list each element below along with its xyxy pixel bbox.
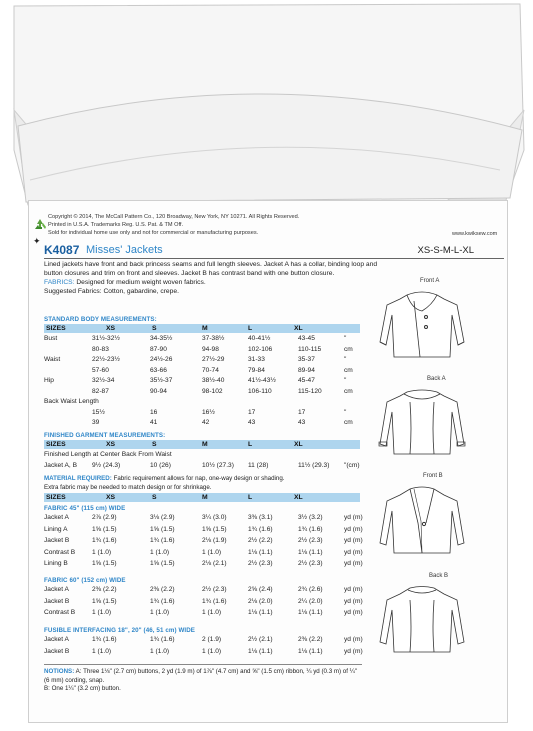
table-cell: 1⅝ (1.5)	[150, 525, 175, 533]
table-cell: "	[344, 356, 347, 363]
table-cell: 2⅜ (2.2)	[298, 636, 323, 643]
fabrics-line	[44, 278, 378, 287]
row-label: Waist	[44, 356, 61, 363]
copyright-line: Copyright © 2014, The McCall Pattern Co., 120 Broadway, New York, NY 10271. All Rights Reserved.	[48, 214, 300, 220]
table-row	[44, 409, 364, 418]
figure-label-front-a: Front A	[420, 278, 440, 284]
table-cell: 16	[150, 408, 158, 416]
cell-m: 10½ (27.3)	[202, 462, 234, 469]
size-l: L	[248, 494, 253, 501]
size-s: S	[152, 325, 157, 332]
material-sizes-bar	[44, 493, 360, 502]
cell-unit: "(cm)	[344, 462, 360, 469]
website-url[interactable]: www.kwiksew.com	[452, 231, 498, 237]
table-cell: 1 (1.0)	[202, 609, 222, 616]
table-cell: 39	[92, 419, 100, 426]
table-cell: 32½-34	[92, 377, 115, 384]
table-cell: 2½ (2.3)	[298, 560, 323, 567]
front-b-illustration	[372, 483, 472, 558]
table-cell: 3½ (3.2)	[298, 514, 323, 521]
table-cell: 2⅛ (2.1)	[202, 560, 227, 567]
copyright-notice	[48, 213, 348, 237]
table-cell: 24½-26	[150, 356, 173, 363]
table-cell: 94-98	[202, 345, 219, 353]
size-range: XS-S-M-L-XL	[417, 245, 474, 256]
table-cell: 1⅝ (1.5)	[202, 525, 227, 533]
table-cell: cm	[344, 387, 353, 395]
table-cell: 17	[298, 408, 306, 416]
table-cell: yd (m)	[344, 609, 363, 616]
table-cell: 1 (1.0)	[150, 609, 170, 616]
notions	[44, 668, 362, 694]
table-cell: 1⅝ (1.5)	[92, 560, 117, 567]
table-cell: 1⅛ (1.1)	[298, 647, 323, 655]
table-row	[44, 377, 364, 386]
table-cell: cm	[344, 366, 353, 374]
finished-measurements-title: FINISHED GARMENT MEASUREMENTS:	[44, 432, 166, 439]
table-cell: 1⅝ (1.5)	[150, 560, 175, 567]
table-cell: 2⅞ (2.9)	[92, 514, 117, 521]
table-cell: 2 (1.9)	[202, 636, 222, 643]
cell-xs: 9½ (24.3)	[92, 462, 121, 469]
table-cell: 1¾ (1.6)	[248, 525, 273, 533]
row-label: Hip	[44, 377, 54, 384]
table-cell: 43-45	[298, 335, 315, 342]
row-label: Jacket A	[44, 636, 69, 643]
finished-subtitle	[44, 451, 364, 460]
table-row	[44, 367, 364, 376]
table-cell: 3⅛ (2.9)	[150, 514, 175, 521]
table-row	[44, 609, 364, 618]
copyright-line: Printed in U.S.A. Trademarks Reg. U.S. Pat. & TM Off.	[48, 222, 184, 228]
row-label: Contrast B	[44, 548, 76, 556]
table-cell: yd (m)	[344, 525, 363, 533]
table-cell: 1⅛ (1.1)	[298, 609, 323, 616]
back-b-illustration	[372, 582, 472, 657]
table-cell: 2½ (2.1)	[248, 636, 273, 643]
notions-b-text: B: One 1¼" (3.2 cm) button.	[44, 685, 121, 692]
sizes-label: SIZES	[46, 441, 66, 448]
table-cell: 106-110	[248, 387, 272, 395]
front-a-illustration	[372, 287, 472, 362]
table-cell: 31-33	[248, 356, 265, 363]
back-a-illustration	[372, 384, 472, 459]
table-cell: 2¼ (2.0)	[298, 597, 323, 605]
pattern-description	[44, 260, 378, 296]
table-cell: 2¾ (2.6)	[298, 586, 323, 593]
table-cell: 2⅛ (2.0)	[248, 597, 273, 605]
body-measurements-title: STANDARD BODY MEASUREMENTS:	[44, 316, 157, 323]
table-cell: 2⅛ (1.9)	[202, 537, 227, 544]
table-cell: 27½-29	[202, 356, 225, 363]
table-cell: 1 (1.0)	[92, 548, 112, 556]
table-cell: cm	[344, 345, 353, 353]
table-cell: 41½-43½	[248, 377, 276, 384]
table-row	[44, 514, 364, 523]
finished-row	[44, 462, 364, 471]
table-cell: 82-87	[92, 387, 109, 395]
table-cell: 22½-23½	[92, 356, 120, 363]
table-cell: 1⅛ (1.1)	[248, 647, 273, 655]
notions-divider	[44, 664, 362, 665]
table-cell: 1¾ (1.6)	[202, 597, 227, 605]
table-row	[44, 636, 364, 645]
table-cell: 2⅜ (2.2)	[92, 586, 117, 593]
table-cell: 2⅝ (2.4)	[248, 586, 273, 593]
size-l: L	[248, 325, 253, 332]
table-cell: 1 (1.0)	[150, 548, 170, 556]
material-text-2: Extra fabric may be needed to match design or for shrinkage.	[44, 483, 212, 491]
row-label: Jacket A, B	[44, 462, 77, 469]
figure-label-back-a: Back A	[427, 376, 446, 382]
table-cell: 17	[248, 408, 256, 416]
table-cell: 57-60	[92, 366, 109, 374]
fabrics-label: FABRICS:	[44, 279, 75, 286]
table-cell: 3¼ (3.0)	[202, 514, 227, 521]
row-label: Jacket A	[44, 514, 69, 521]
pattern-number: K4087	[44, 243, 80, 257]
notions-a-text: A: Three 1⅛" (2.7 cm) buttons, 2 yd (1.9 m) of 1⅞" (4.7 cm) and ⅝" (1.5 cm) ribbon, ¼ yd (0.3 m) of ¼" (6 mm) cording, snap.	[44, 668, 358, 684]
table-cell: 1¾ (1.6)	[150, 537, 175, 544]
size-m: M	[202, 325, 208, 332]
finished-sizes-bar	[44, 440, 360, 449]
table-cell: 1⅛ (1.1)	[298, 548, 323, 556]
table-cell: yd (m)	[344, 647, 363, 655]
notions-label: NOTIONS:	[44, 668, 75, 675]
table-cell: 1¾ (1.6)	[92, 537, 117, 544]
table-cell: 34-35½	[150, 335, 173, 342]
fabric-45-title: FABRIC 45" (115 cm) WIDE	[44, 505, 126, 512]
table-cell: 1¾ (1.6)	[92, 636, 117, 643]
fusible-title: FUSIBLE INTERFACING 18", 20" (46, 51 cm) WIDE	[44, 627, 195, 634]
sizes-header-bar	[44, 324, 360, 333]
table-cell: 115-120	[298, 387, 322, 395]
table-cell: 15½	[92, 408, 105, 416]
table-cell: 16½	[202, 408, 215, 416]
fabrics-text: Designed for medium weight woven fabrics.	[76, 279, 206, 286]
table-cell: 1 (1.0)	[92, 609, 112, 616]
table-row	[44, 419, 364, 428]
table-cell: 40-41½	[248, 335, 271, 342]
table-cell: 1⅝ (1.5)	[92, 597, 117, 605]
table-row	[44, 335, 364, 344]
pattern-title: Misses' Jackets	[86, 244, 163, 256]
table-cell: 3⅜ (3.1)	[248, 514, 273, 521]
notions-a	[44, 668, 362, 685]
table-cell: 2½ (2.3)	[202, 586, 227, 593]
table-cell: 2½ (2.3)	[298, 537, 323, 544]
figure-label-back-b: Back B	[429, 573, 449, 579]
table-cell: 1 (1.0)	[202, 548, 222, 556]
table-cell: yd (m)	[344, 548, 363, 556]
row-label: Bust	[44, 335, 58, 342]
table-cell: 1¾ (1.6)	[298, 525, 323, 533]
table-row	[44, 526, 364, 535]
fabric-60-title: FABRIC 60" (152 cm) WIDE	[44, 577, 126, 584]
table-cell: 70-74	[202, 366, 219, 374]
row-label: Contrast B	[44, 609, 76, 616]
table-cell: 37-38½	[202, 335, 225, 342]
cell-xl: 11½ (29.3)	[298, 462, 330, 469]
table-cell: 1⅝ (1.5)	[92, 525, 117, 533]
table-cell: 35-37	[298, 356, 315, 363]
table-cell: yd (m)	[344, 514, 363, 521]
table-cell: 2½ (2.2)	[248, 537, 273, 544]
table-cell: 80-83	[92, 345, 109, 353]
row-label: Jacket B	[44, 647, 70, 655]
size-xs: XS	[106, 494, 116, 501]
cell-l: 11 (28)	[248, 462, 269, 469]
table-cell: 98-102	[202, 387, 223, 395]
material-text: Fabric requirement allows for nap, one-way design or shading.	[113, 475, 285, 482]
table-cell: 31½-32½	[92, 335, 120, 342]
table-cell: 43	[248, 419, 256, 426]
table-cell: 2½ (2.3)	[248, 560, 273, 567]
description-text: Lined jackets have front and back princess seams and full length sleeves. Jacket A has a collar, binding loop and button closures and trim on front and sleeves. Jacket B has contrast band with one button closure.	[44, 261, 378, 277]
table-cell: yd (m)	[344, 560, 363, 567]
table-cell: 38½-40	[202, 377, 225, 384]
diamond-icon: ✦	[33, 236, 41, 246]
table-cell: 1⅛ (1.1)	[248, 548, 273, 556]
size-xs: XS	[106, 441, 116, 448]
table-cell: 89-94	[298, 366, 315, 374]
table-cell: 63-66	[150, 366, 167, 374]
size-xs: XS	[106, 325, 116, 332]
table-row	[44, 398, 364, 407]
table-cell: 1¾ (1.6)	[150, 597, 175, 605]
table-cell: 90-94	[150, 387, 167, 395]
table-cell: "	[344, 408, 347, 416]
table-row	[44, 388, 364, 397]
table-cell: 41	[150, 419, 158, 426]
material-line	[44, 475, 384, 484]
size-xl: XL	[294, 494, 303, 501]
sizes-label: SIZES	[46, 494, 66, 501]
size-m: M	[202, 441, 208, 448]
size-xl: XL	[294, 441, 303, 448]
size-xl: XL	[294, 325, 303, 332]
table-cell: 102-106	[248, 345, 273, 353]
table-row	[44, 586, 364, 595]
table-cell: 35½-37	[150, 377, 173, 384]
table-cell: 43	[298, 419, 306, 426]
table-cell: "	[344, 335, 347, 342]
material-note	[44, 475, 384, 492]
copyright-line: Sold for individual home use only and not for commercial or manufacturing purposes.	[48, 230, 259, 236]
table-cell: "	[344, 377, 347, 384]
figure-label-front-b: Front B	[423, 473, 443, 479]
recycle-icon	[33, 218, 47, 232]
table-cell: 1¾ (1.6)	[150, 636, 175, 643]
material-label: MATERIAL REQUIRED:	[44, 475, 112, 482]
table-cell: 45-47	[298, 377, 315, 384]
table-cell: 1 (1.0)	[150, 647, 170, 655]
cell-s: 10 (26)	[150, 462, 171, 469]
table-cell: yd (m)	[344, 597, 363, 605]
table-row	[44, 537, 364, 546]
sizes-label: SIZES	[46, 325, 66, 332]
row-label: Jacket A	[44, 586, 69, 593]
size-m: M	[202, 494, 208, 501]
table-cell: yd (m)	[344, 636, 363, 643]
table-cell: yd (m)	[344, 586, 363, 593]
row-label: Jacket B	[44, 597, 70, 605]
size-l: L	[248, 441, 253, 448]
table-row	[44, 356, 364, 365]
table-cell: 87-90	[150, 345, 167, 353]
table-cell: 1 (1.0)	[92, 647, 112, 655]
row-label: Lining B	[44, 560, 68, 567]
table-row	[44, 560, 364, 569]
pattern-header	[44, 244, 504, 259]
table-row	[44, 598, 364, 607]
row-label: Jacket B	[44, 537, 70, 544]
table-cell: 79-84	[248, 366, 265, 374]
size-s: S	[152, 441, 157, 448]
table-cell: 42	[202, 419, 210, 426]
table-cell: 1⅛ (1.1)	[248, 609, 273, 616]
table-cell: 1 (1.0)	[202, 647, 222, 655]
suggested-fabrics: Suggested Fabrics: Cotton, gabardine, crepe.	[44, 288, 179, 295]
size-s: S	[152, 494, 157, 501]
table-row	[44, 549, 364, 558]
table-row	[44, 346, 364, 355]
row-label: Back Waist Length	[44, 398, 99, 405]
table-cell: 2⅜ (2.2)	[150, 586, 175, 593]
table-row	[44, 648, 364, 657]
table-cell: cm	[344, 419, 353, 426]
row-label: Lining A	[44, 525, 68, 533]
finished-subtitle-text: Finished Length at Center Back From Waist	[44, 451, 172, 458]
table-cell: 110-115	[298, 345, 322, 353]
table-cell: yd (m)	[344, 537, 363, 544]
